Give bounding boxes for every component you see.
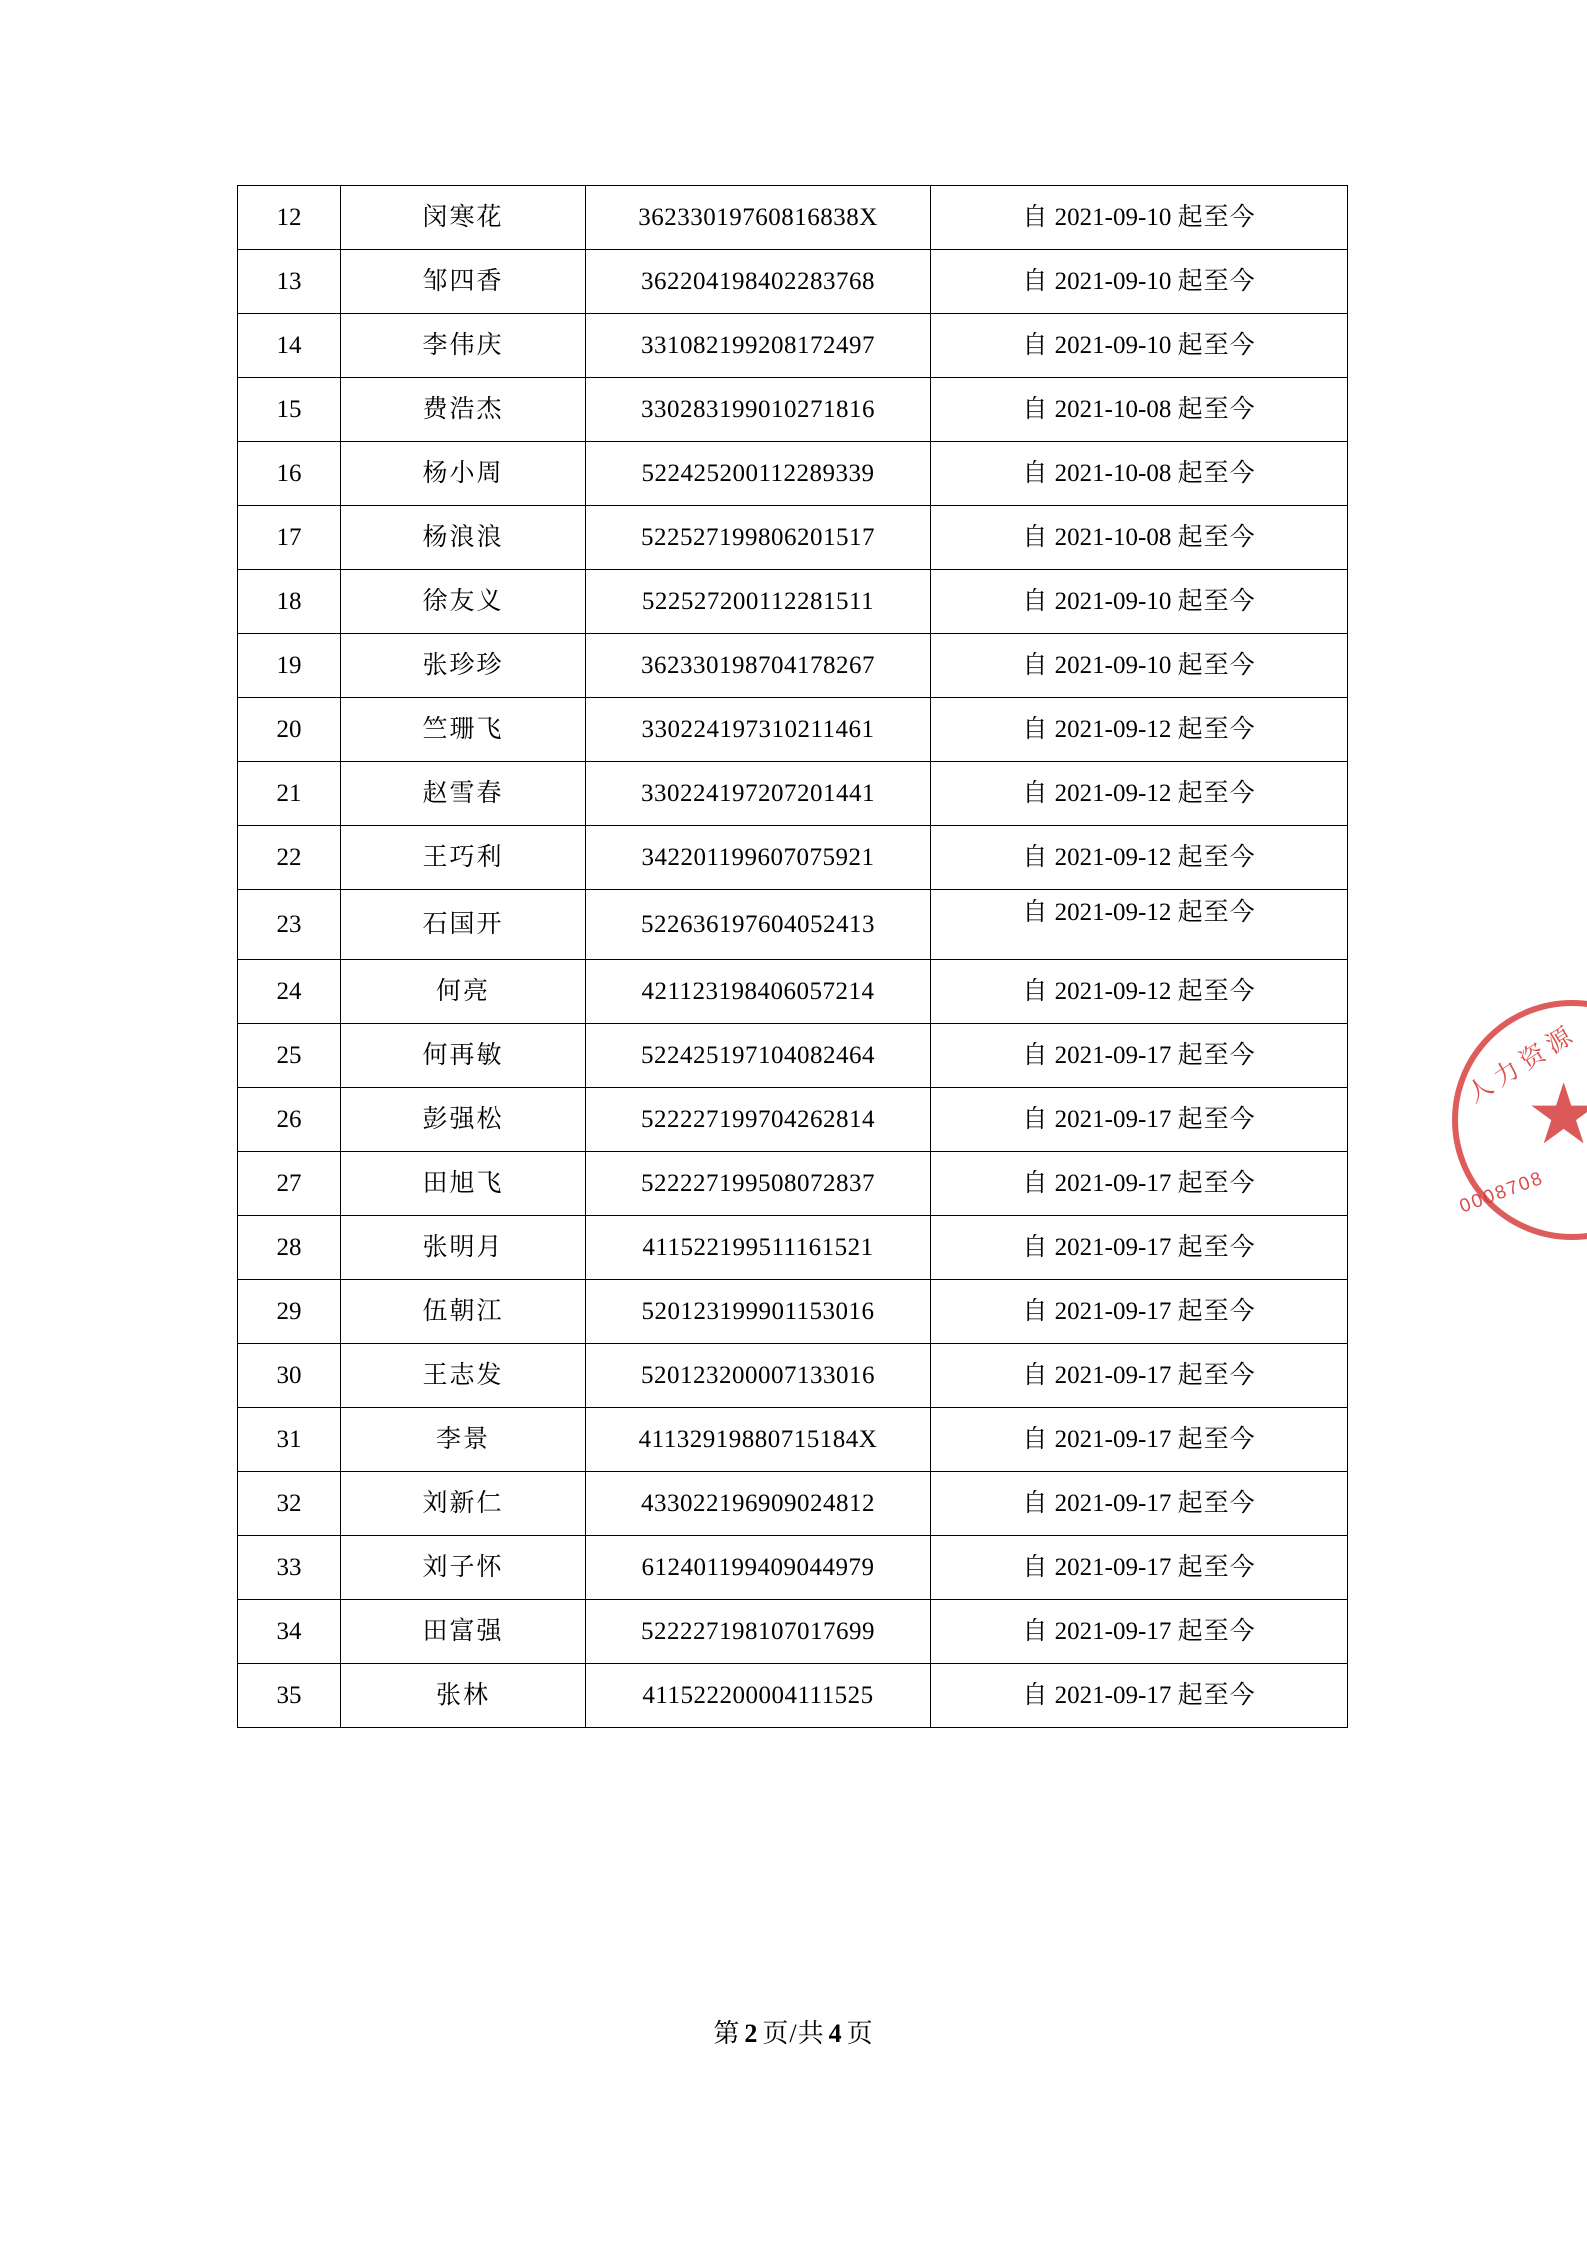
row-index: 15 <box>238 378 341 442</box>
row-index: 28 <box>238 1216 341 1280</box>
table-row <box>238 1152 1348 1216</box>
footer-total-pages: 4 <box>828 2019 843 2048</box>
table-row <box>238 314 1348 378</box>
row-index: 12 <box>238 186 341 250</box>
roster-table-body <box>238 186 1348 1728</box>
seal-ring <box>1452 1000 1587 1240</box>
period-suffix: 起至今 <box>1177 395 1256 423</box>
period-suffix: 起至今 <box>1177 1233 1256 1261</box>
period-date: 2021-09-10 <box>1054 587 1172 615</box>
row-index: 22 <box>238 826 341 890</box>
row-period <box>931 1536 1348 1600</box>
row-name: 赵雪春 <box>341 762 586 826</box>
period-suffix: 起至今 <box>1177 651 1256 679</box>
row-id-number: 411522199511161521 <box>586 1216 931 1280</box>
table-row <box>238 570 1348 634</box>
row-name: 费浩杰 <box>341 378 586 442</box>
period-date: 2021-09-17 <box>1054 1681 1172 1709</box>
period-suffix: 起至今 <box>1177 523 1256 551</box>
row-index: 19 <box>238 634 341 698</box>
period-date: 2021-09-17 <box>1054 1105 1172 1133</box>
period-suffix: 起至今 <box>1177 1553 1256 1581</box>
table-row <box>238 186 1348 250</box>
row-id-number: 330283199010271816 <box>586 378 931 442</box>
table-row <box>238 1472 1348 1536</box>
table-row <box>238 1280 1348 1344</box>
period-suffix: 起至今 <box>1177 459 1256 487</box>
period-prefix: 自 <box>1022 977 1049 1005</box>
table-row <box>238 1664 1348 1728</box>
table-row <box>238 1344 1348 1408</box>
table-row <box>238 1408 1348 1472</box>
period-prefix: 自 <box>1022 459 1049 487</box>
row-id-number: 522425197104082464 <box>586 1024 931 1088</box>
page-footer <box>0 2013 1587 2050</box>
row-period <box>931 698 1348 762</box>
period-prefix: 自 <box>1022 651 1049 679</box>
row-name: 杨浪浪 <box>341 506 586 570</box>
row-index: 27 <box>238 1152 341 1216</box>
row-period <box>931 378 1348 442</box>
row-period <box>931 826 1348 890</box>
period-suffix: 起至今 <box>1177 1169 1256 1197</box>
row-id-number: 411522200004111525 <box>586 1664 931 1728</box>
row-name: 张珍珍 <box>341 634 586 698</box>
row-id-number: 522227199508072837 <box>586 1152 931 1216</box>
row-id-number: 522527200112281511 <box>586 570 931 634</box>
row-index: 30 <box>238 1344 341 1408</box>
table-row <box>238 960 1348 1024</box>
period-prefix: 自 <box>1022 779 1049 807</box>
table-row <box>238 762 1348 826</box>
roster-table <box>237 185 1348 1728</box>
period-prefix: 自 <box>1022 1233 1049 1261</box>
period-date: 2021-09-12 <box>1054 715 1172 743</box>
row-id-number: 330224197310211461 <box>586 698 931 762</box>
row-period <box>931 570 1348 634</box>
table-row <box>238 890 1348 960</box>
period-prefix: 自 <box>1022 1489 1049 1517</box>
row-name: 张明月 <box>341 1216 586 1280</box>
row-name: 李伟庆 <box>341 314 586 378</box>
period-date: 2021-09-12 <box>1054 899 1172 926</box>
period-prefix: 自 <box>1022 587 1049 615</box>
row-period <box>931 314 1348 378</box>
footer-prefix: 第 <box>713 2019 741 2048</box>
period-suffix: 起至今 <box>1177 1681 1256 1709</box>
table-row <box>238 698 1348 762</box>
row-name: 王巧利 <box>341 826 586 890</box>
period-prefix: 自 <box>1022 1041 1049 1069</box>
row-name: 张林 <box>341 1664 586 1728</box>
period-prefix: 自 <box>1022 1681 1049 1709</box>
row-name: 伍朝江 <box>341 1280 586 1344</box>
row-id-number: 520123200007133016 <box>586 1344 931 1408</box>
row-name: 邹四香 <box>341 250 586 314</box>
period-suffix: 起至今 <box>1177 1425 1256 1453</box>
period-date: 2021-10-08 <box>1054 395 1172 423</box>
row-id-number: 522636197604052413 <box>586 890 931 960</box>
footer-middle: 页/共 <box>762 2019 825 2048</box>
period-date: 2021-09-17 <box>1054 1361 1172 1389</box>
row-name: 田旭飞 <box>341 1152 586 1216</box>
row-id-number: 522425200112289339 <box>586 442 931 506</box>
row-name: 何再敏 <box>341 1024 586 1088</box>
period-prefix: 自 <box>1022 523 1049 551</box>
row-name: 闵寒花 <box>341 186 586 250</box>
period-suffix: 起至今 <box>1177 715 1256 743</box>
row-id-number: 41132919880715184X <box>586 1408 931 1472</box>
row-period <box>931 1408 1348 1472</box>
period-date: 2021-09-17 <box>1054 1489 1172 1517</box>
row-id-number: 362204198402283768 <box>586 250 931 314</box>
period-prefix: 自 <box>1022 843 1049 871</box>
table-row <box>238 1088 1348 1152</box>
period-prefix: 自 <box>1022 1169 1049 1197</box>
row-period <box>931 506 1348 570</box>
table-row <box>238 1024 1348 1088</box>
row-name: 刘新仁 <box>341 1472 586 1536</box>
table-row <box>238 442 1348 506</box>
row-name: 田富强 <box>341 1600 586 1664</box>
period-date: 2021-09-17 <box>1054 1041 1172 1069</box>
period-date: 2021-09-12 <box>1054 843 1172 871</box>
row-index: 13 <box>238 250 341 314</box>
period-suffix: 起至今 <box>1177 267 1256 295</box>
period-prefix: 自 <box>1022 715 1049 743</box>
row-name: 李景 <box>341 1408 586 1472</box>
period-suffix: 起至今 <box>1177 977 1256 1005</box>
table-row <box>238 506 1348 570</box>
row-id-number: 421123198406057214 <box>586 960 931 1024</box>
period-prefix: 自 <box>1022 203 1049 231</box>
row-period <box>931 1024 1348 1088</box>
row-id-number: 36233019760816838X <box>586 186 931 250</box>
period-date: 2021-09-17 <box>1054 1425 1172 1453</box>
period-prefix: 自 <box>1022 395 1049 423</box>
row-index: 16 <box>238 442 341 506</box>
row-id-number: 433022196909024812 <box>586 1472 931 1536</box>
table-row <box>238 1536 1348 1600</box>
period-suffix: 起至今 <box>1177 203 1256 231</box>
table-row <box>238 634 1348 698</box>
table-row <box>238 250 1348 314</box>
period-suffix: 起至今 <box>1177 1105 1256 1133</box>
row-period <box>931 1600 1348 1664</box>
period-suffix: 起至今 <box>1177 1041 1256 1069</box>
row-index: 29 <box>238 1280 341 1344</box>
period-suffix: 起至今 <box>1177 331 1256 359</box>
table-row <box>238 378 1348 442</box>
row-index: 31 <box>238 1408 341 1472</box>
row-name: 杨小周 <box>341 442 586 506</box>
seal-bottom-text: 0008708 <box>1456 1167 1547 1218</box>
period-date: 2021-09-10 <box>1054 651 1172 679</box>
period-suffix: 起至今 <box>1177 1617 1256 1645</box>
period-prefix: 自 <box>1022 331 1049 359</box>
footer-suffix: 页 <box>846 2019 874 2048</box>
period-date: 2021-09-17 <box>1054 1233 1172 1261</box>
period-prefix: 自 <box>1022 1425 1049 1453</box>
row-period <box>931 1472 1348 1536</box>
row-index: 20 <box>238 698 341 762</box>
footer-page-number: 2 <box>744 2019 759 2048</box>
row-period <box>931 1344 1348 1408</box>
row-name: 石国开 <box>341 890 586 960</box>
roster-table-container <box>237 185 1347 1728</box>
period-suffix: 起至今 <box>1177 587 1256 615</box>
row-name: 王志发 <box>341 1344 586 1408</box>
period-date: 2021-09-17 <box>1054 1169 1172 1197</box>
row-id-number: 612401199409044979 <box>586 1536 931 1600</box>
row-period <box>931 890 1348 960</box>
row-index: 26 <box>238 1088 341 1152</box>
row-name: 竺珊飞 <box>341 698 586 762</box>
row-index: 18 <box>238 570 341 634</box>
table-row <box>238 826 1348 890</box>
row-period <box>931 1664 1348 1728</box>
row-period <box>931 442 1348 506</box>
row-period <box>931 1280 1348 1344</box>
row-index: 34 <box>238 1600 341 1664</box>
period-date: 2021-09-12 <box>1054 779 1172 807</box>
row-index: 14 <box>238 314 341 378</box>
period-date: 2021-09-12 <box>1054 977 1172 1005</box>
table-row <box>238 1600 1348 1664</box>
period-suffix: 起至今 <box>1177 899 1256 926</box>
period-prefix: 自 <box>1022 1297 1049 1325</box>
table-row <box>238 1216 1348 1280</box>
period-prefix: 自 <box>1022 1617 1049 1645</box>
row-period <box>931 634 1348 698</box>
row-period <box>931 1088 1348 1152</box>
period-prefix: 自 <box>1022 267 1049 295</box>
period-date: 2021-09-10 <box>1054 203 1172 231</box>
period-suffix: 起至今 <box>1177 1489 1256 1517</box>
period-date: 2021-10-08 <box>1054 523 1172 551</box>
period-suffix: 起至今 <box>1177 1361 1256 1389</box>
row-period <box>931 960 1348 1024</box>
row-id-number: 330224197207201441 <box>586 762 931 826</box>
row-index: 33 <box>238 1536 341 1600</box>
period-date: 2021-09-17 <box>1054 1297 1172 1325</box>
row-index: 24 <box>238 960 341 1024</box>
row-id-number: 520123199901153016 <box>586 1280 931 1344</box>
row-name: 彭强松 <box>341 1088 586 1152</box>
period-date: 2021-10-08 <box>1054 459 1172 487</box>
row-index: 21 <box>238 762 341 826</box>
row-period <box>931 250 1348 314</box>
row-period <box>931 762 1348 826</box>
row-id-number: 522227199704262814 <box>586 1088 931 1152</box>
row-name: 徐友义 <box>341 570 586 634</box>
period-prefix: 自 <box>1022 1105 1049 1133</box>
period-prefix: 自 <box>1022 1361 1049 1389</box>
row-id-number: 362330198704178267 <box>586 634 931 698</box>
period-prefix: 自 <box>1022 1553 1049 1581</box>
row-index: 35 <box>238 1664 341 1728</box>
row-name: 何亮 <box>341 960 586 1024</box>
row-period <box>931 1152 1348 1216</box>
seal-arc-text: 人力资源 <box>1462 1019 1583 1109</box>
period-date: 2021-09-10 <box>1054 267 1172 295</box>
row-id-number: 522527199806201517 <box>586 506 931 570</box>
period-date: 2021-09-10 <box>1054 331 1172 359</box>
period-date: 2021-09-17 <box>1054 1617 1172 1645</box>
row-index: 17 <box>238 506 341 570</box>
row-index: 25 <box>238 1024 341 1088</box>
period-suffix: 起至今 <box>1177 843 1256 871</box>
period-date: 2021-09-17 <box>1054 1553 1172 1581</box>
row-id-number: 331082199208172497 <box>586 314 931 378</box>
row-period <box>931 186 1348 250</box>
period-prefix: 自 <box>1022 899 1049 926</box>
period-suffix: 起至今 <box>1177 779 1256 807</box>
row-index: 32 <box>238 1472 341 1536</box>
row-index: 23 <box>238 890 341 960</box>
period-suffix: 起至今 <box>1177 1297 1256 1325</box>
official-seal-icon <box>1452 1000 1587 1240</box>
row-id-number: 522227198107017699 <box>586 1600 931 1664</box>
row-period <box>931 1216 1348 1280</box>
row-name: 刘子怀 <box>341 1536 586 1600</box>
row-id-number: 342201199607075921 <box>586 826 931 890</box>
